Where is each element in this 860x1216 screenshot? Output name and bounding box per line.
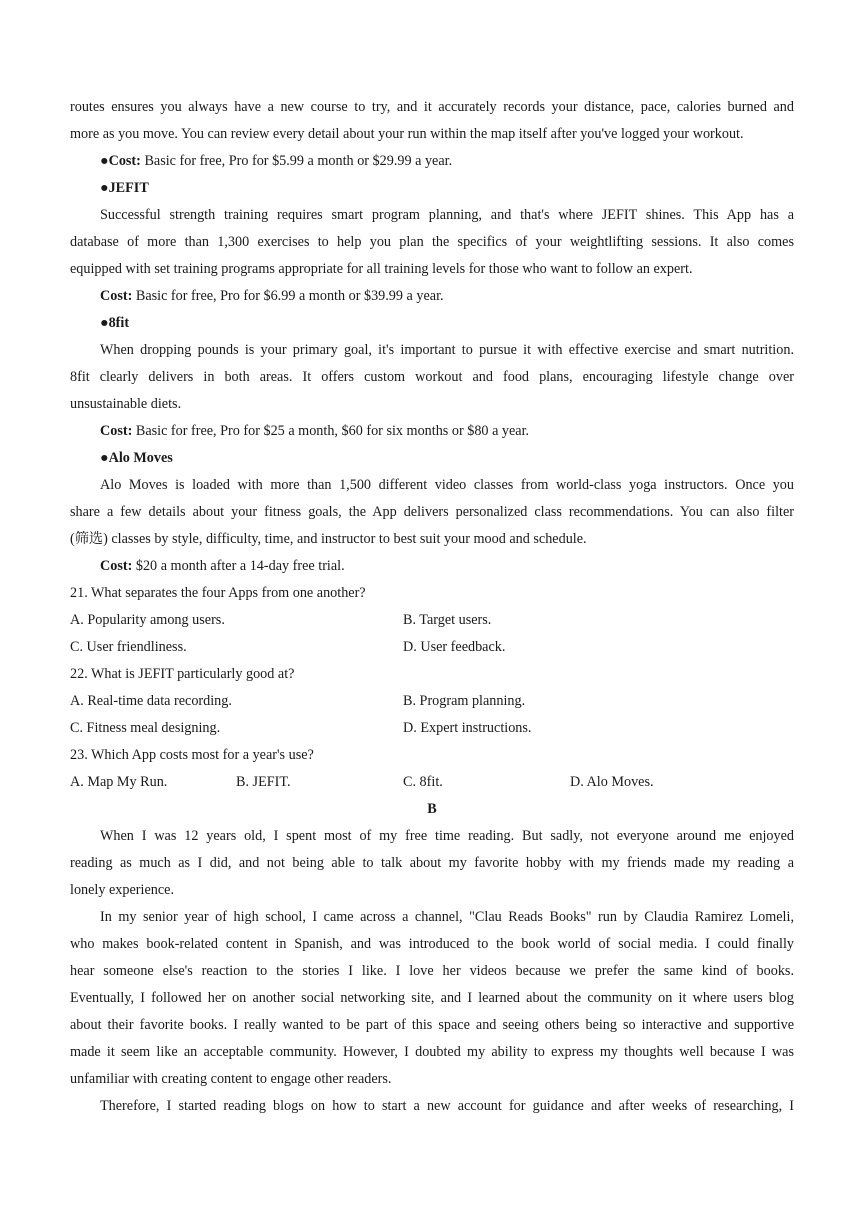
text-line: unsustainable diets. (70, 396, 182, 412)
text-line: Eventually, I followed her on another social networking site, and I learned about the community on it where users blog (70, 990, 794, 1006)
cost-label: Cost: (100, 558, 133, 574)
document-page (70, 94, 794, 1120)
text-line: When dropping pounds is your primary goal, it's important to pursue it with effective exercise and smart nutrition. (100, 342, 794, 358)
question-stem: 21. What separates the four Apps from one another? (70, 585, 366, 601)
option-row (70, 607, 794, 634)
option-b: B. JEFIT. (236, 774, 291, 790)
option-b: B. Target users. (403, 612, 492, 628)
cost-line (70, 283, 794, 310)
question-stem: 22. What is JEFIT particularly good at? (70, 666, 295, 682)
app-heading-jefit: ●JEFIT (100, 180, 149, 196)
option-c: C. Fitness meal designing. (70, 720, 221, 736)
option-a: A. Popularity among users. (70, 612, 225, 628)
option-row (70, 634, 794, 661)
section-heading: B (427, 801, 437, 817)
text-line: unfamiliar with creating content to engage other readers. (70, 1071, 392, 1087)
cost-label: Cost: (100, 288, 133, 304)
text-line: 8fit clearly delivers in both areas. It offers custom workout and food plans, encouraging lifestyle change over (70, 369, 794, 385)
text-line: routes ensures you always have a new course to try, and it accurately records your distance, pace, calories burned and (70, 99, 794, 115)
option-a: A. Real-time data recording. (70, 693, 232, 709)
question-stem: 23. Which App costs most for a year's use? (70, 747, 314, 763)
text-line: reading as much as I did, and not being able to talk about my favorite hobby with my friends made my reading a (70, 855, 794, 871)
text-line: (筛选) classes by style, difficulty, time, and instructor to best suit your mood and schedule. (70, 531, 587, 547)
option-d: D. User feedback. (403, 639, 506, 655)
text-line: made it seem like an acceptable community. However, I doubted my ability to express my thoughts well because I was (70, 1044, 794, 1060)
cost-label: ●Cost: (100, 153, 141, 169)
text-line: more as you move. You can review every detail about your run within the map itself after you've logged your workout. (70, 126, 744, 142)
text-line: lonely experience. (70, 882, 174, 898)
text-line: hear someone else's reaction to the stories I like. I love her videos because we prefer the same kind of books. (70, 963, 794, 979)
text-line: share a few details about your fitness goals, the App delivers personalized class recommendations. You can also filter (70, 504, 794, 520)
option-c: C. User friendliness. (70, 639, 187, 655)
text-line: Alo Moves is loaded with more than 1,500 different video classes from world-class yoga instructors. Once you (100, 477, 794, 493)
app-heading-alo-moves: ●Alo Moves (100, 450, 173, 466)
cost-value: Basic for free, Pro for $25 a month, $60 for six months or $80 a year. (132, 423, 530, 439)
text-line: Successful strength training requires smart program planning, and that's where JEFIT shines. This App has a (100, 207, 794, 223)
option-c: C. 8fit. (403, 774, 443, 790)
cost-value: Basic for free, Pro for $5.99 a month or $29.99 a year. (140, 153, 453, 169)
option-d: D. Alo Moves. (570, 774, 654, 790)
app-heading-8fit: ●8fit (100, 315, 130, 331)
option-row (70, 688, 794, 715)
option-d: D. Expert instructions. (403, 720, 532, 736)
cost-line (70, 553, 794, 580)
text-line: about their favorite books. I really wanted to be part of this space and seeing others being so interactive and supportive (70, 1017, 794, 1033)
text-line: When I was 12 years old, I spent most of my free time reading. But sadly, not everyone around me enjoyed (100, 828, 794, 844)
option-b: B. Program planning. (403, 693, 526, 709)
cost-value: $20 a month after a 14-day free trial. (132, 558, 345, 574)
text-line: who makes book-related content in Spanish, and was introduced to the book world of social media. I could finally (70, 936, 794, 952)
cost-label: Cost: (100, 423, 133, 439)
option-row (70, 769, 794, 796)
text-line: equipped with set training programs appropriate for all training levels for those who want to follow an expert. (70, 261, 693, 277)
cost-value: Basic for free, Pro for $6.99 a month or $39.99 a year. (132, 288, 444, 304)
cost-line (70, 148, 794, 175)
text-line: Therefore, I started reading blogs on how to start a new account for guidance and after weeks of researching, I (100, 1098, 794, 1114)
option-row (70, 715, 794, 742)
text-line: In my senior year of high school, I came across a channel, "Clau Reads Books" run by Claudia Ramirez Lomeli, (100, 909, 794, 925)
option-a: A. Map My Run. (70, 774, 168, 790)
cost-line (70, 418, 794, 445)
text-line: database of more than 1,300 exercises to help you plan the specifics of your weightlifting sessions. It also comes (70, 234, 794, 250)
